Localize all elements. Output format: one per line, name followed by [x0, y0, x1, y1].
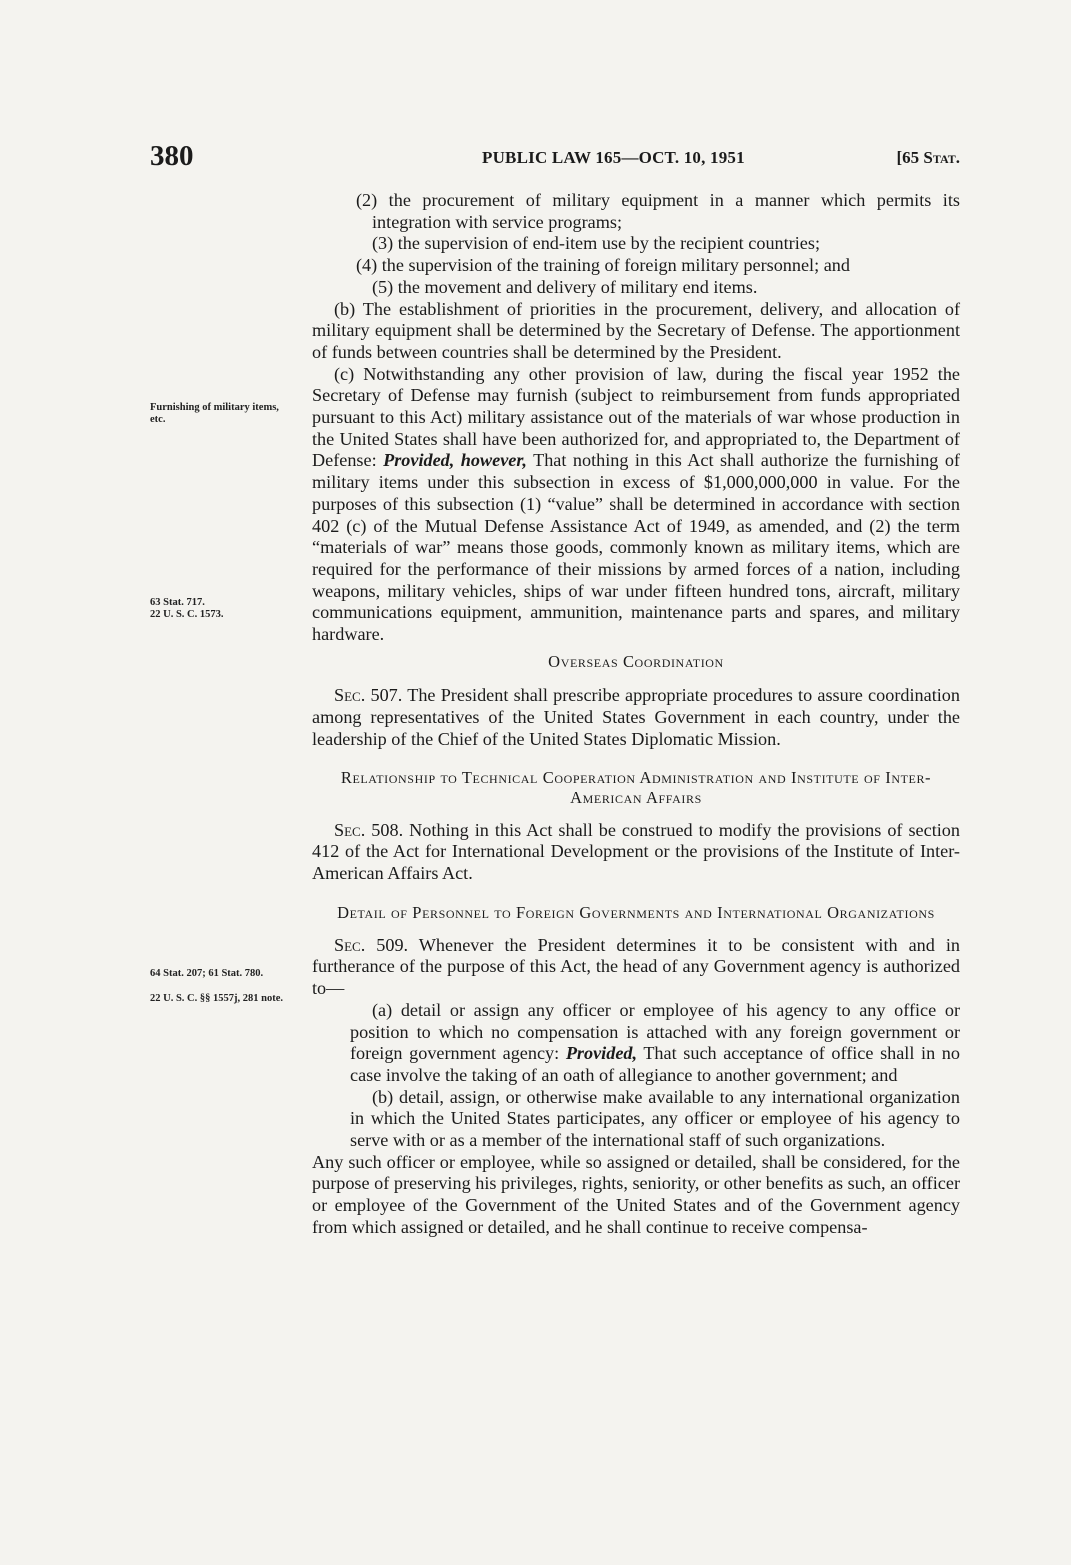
margin-note-furnishing: Furnishing of military items, etc. [150, 402, 279, 425]
item-5: (5) the movement and delivery of military end items. [372, 276, 758, 297]
margin-note-usc-1557: 22 U. S. C. §§ 1557j, 281 note. [150, 993, 283, 1004]
paragraph-c-part-1: (c) Notwithstanding any other provision of law, during the fiscal year 1952 the Secretary of Defense may furnish (subject to reimbursement from funds appropriated pursuant to this Act) military assistance out of the materials of war whose production in the United States shall have been authorized for, and appropriated to, the Department of Defense: [312, 363, 960, 471]
section-509 [312, 935, 960, 1000]
section-507 [312, 685, 960, 750]
volume-reference: [65 Stat. [896, 148, 960, 167]
section-508-label: Sec. [334, 819, 366, 840]
paragraph-c [312, 364, 960, 646]
margin-note-stat-717: 63 Stat. 717. [150, 597, 205, 608]
margin-note-usc-1573: 22 U. S. C. 1573. [150, 609, 224, 620]
item-2: (2) the procurement of military equipment in a manner which permits its integration with service programs; [356, 190, 960, 232]
closing-paragraph: Any such officer or employee, while so assigned or detailed, shall be considered, for the purpose of preserving his privileges, rights, seniority, or other benefits as such, an officer or employee of the Government of the United States and of the Government agency from which assigned or detailed, and he shall continue to receive compensa- [312, 1151, 960, 1237]
subsection-a-part-2: That such acceptance of office shall in no case involve the taking of an oath of allegiance to another government; and [350, 1043, 960, 1085]
running-title: PUBLIC LAW 165—OCT. 10, 1951 [482, 148, 745, 167]
heading-relationship: Relationship to Technical Cooperation Administration and Institute of Inter-American Affairs [340, 767, 932, 807]
section-507-label: Sec. [334, 685, 366, 706]
section-509-label: Sec. [334, 934, 366, 955]
subsection-a-provided: Provided, [565, 1043, 638, 1064]
item-4: (4) the supervision of the training of foreign military personnel; and [356, 255, 850, 276]
paragraph-c-provided: Provided, however, [383, 450, 527, 471]
section-508-text: 508. Nothing in this Act shall be construed to modify the provisions of section 412 of the Act for International Development or the provisions of the Institute of Inter-American Affairs Act. [312, 819, 960, 883]
subsection-a [312, 1000, 960, 1087]
page-number: 380 [150, 140, 194, 172]
subsection-a-part-1: (a) detail or assign any officer or employee of his agency to any office or position to which no compensation is attached with any foreign government or foreign government agency: [350, 999, 960, 1064]
subsection-b: (b) detail, assign, or otherwise make available to any international organization in which the United States participates, any officer or employee of his agency to serve with or as a member of the international staff of such organizations. [350, 1086, 960, 1151]
section-509-text: 509. Whenever the President determines it to be consistent with and in furtherance of the purpose of this Act, the head of any Government agency is authorized to— [312, 934, 960, 999]
paragraph-b: (b) The establishment of priorities in the procurement, delivery, and allocation of military equipment shall be determined by the Secretary of Defense. The apportionment of funds between countries shall be determined by the President. [312, 298, 960, 362]
paragraph-c-part-2: That nothing in this Act shall authorize the furnishing of military items under this subsection in excess of $1,000,000,000 in value. For the purposes of this subsection (1) “value” shall be determined in accordance with section 402 (c) of the Mutual Defense Assistance Act of 1949, as amended, and (2) the term “materials of war” means those goods, commonly known as military items, which are required for the performance of their missions by armed forces of a nation, including weapons, military vehicles, ships of war under fifteen hundred tons, aircraft, military communications equipment, ammunition, maintenance parts and spares, and military hardware. [312, 450, 960, 645]
item-3: (3) the supervision of end-item use by the recipient countries; [372, 233, 820, 254]
page-header [150, 140, 960, 172]
heading-detail-of-personnel: Detail of Personnel to Foreign Governments and International Organizations [337, 902, 935, 922]
document-body [312, 190, 960, 1239]
section-508 [312, 820, 960, 885]
margin-note-stat-207: 64 Stat. 207; 61 Stat. 780. [150, 968, 264, 979]
section-507-text: 507. The President shall prescribe appropriate procedures to assure coordination among representatives of the United States Government in each country, under the leadership of the Chief of the United States Diplomatic Mission. [312, 685, 960, 749]
heading-overseas-coordination: Overseas Coordination [548, 651, 724, 671]
